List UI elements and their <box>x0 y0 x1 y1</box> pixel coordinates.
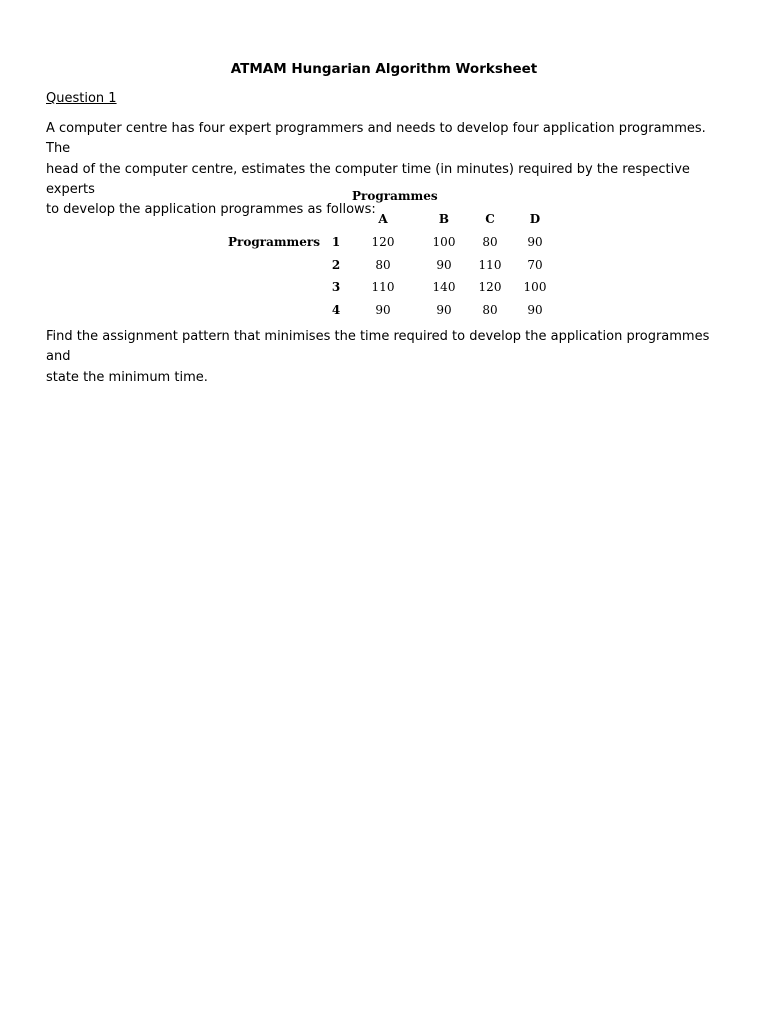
row-group-label: Programmers <box>228 235 320 249</box>
table-cell: 80 <box>482 303 498 317</box>
table-cell: 80 <box>375 258 391 272</box>
question-task-paragraph <box>46 327 726 388</box>
row-header: 4 <box>331 303 341 317</box>
table-cell: 140 <box>432 280 456 294</box>
table-cell: 100 <box>432 235 456 249</box>
table-cell: 90 <box>375 303 391 317</box>
row-header: 1 <box>331 235 341 249</box>
column-header: A <box>378 212 388 226</box>
question-heading: Question 1 <box>46 91 117 106</box>
table-cell: 110 <box>478 258 502 272</box>
document-title: ATMAM Hungarian Algorithm Worksheet <box>230 61 538 77</box>
column-group-label: Programmes <box>352 189 438 203</box>
intro-line: A computer centre has four expert programmers and needs to develop four application programmes. The <box>46 121 706 157</box>
intro-line: to develop the application programmes as follows: <box>46 202 376 218</box>
row-header: 3 <box>331 280 341 294</box>
table-cell: 90 <box>527 303 543 317</box>
row-header: 2 <box>331 258 341 272</box>
table-cell: 90 <box>436 303 452 317</box>
table-cell: 90 <box>527 235 543 249</box>
table-cell: 90 <box>436 258 452 272</box>
column-header: D <box>529 212 541 226</box>
task-line: state the minimum time. <box>46 369 208 385</box>
cost-table <box>226 186 556 320</box>
intro-line: head of the computer centre, estimates the computer time (in minutes) required by the respective experts <box>46 161 690 197</box>
column-header: B <box>438 212 450 226</box>
table-cell: 80 <box>482 235 498 249</box>
table-cell: 110 <box>371 280 395 294</box>
table-cell: 120 <box>371 235 395 249</box>
column-header: C <box>485 212 495 226</box>
task-line: Find the assignment pattern that minimises the time required to develop the application programmes and <box>46 329 710 365</box>
table-cell: 100 <box>523 280 547 294</box>
table-cell: 120 <box>478 280 502 294</box>
table-cell: 70 <box>527 258 543 272</box>
